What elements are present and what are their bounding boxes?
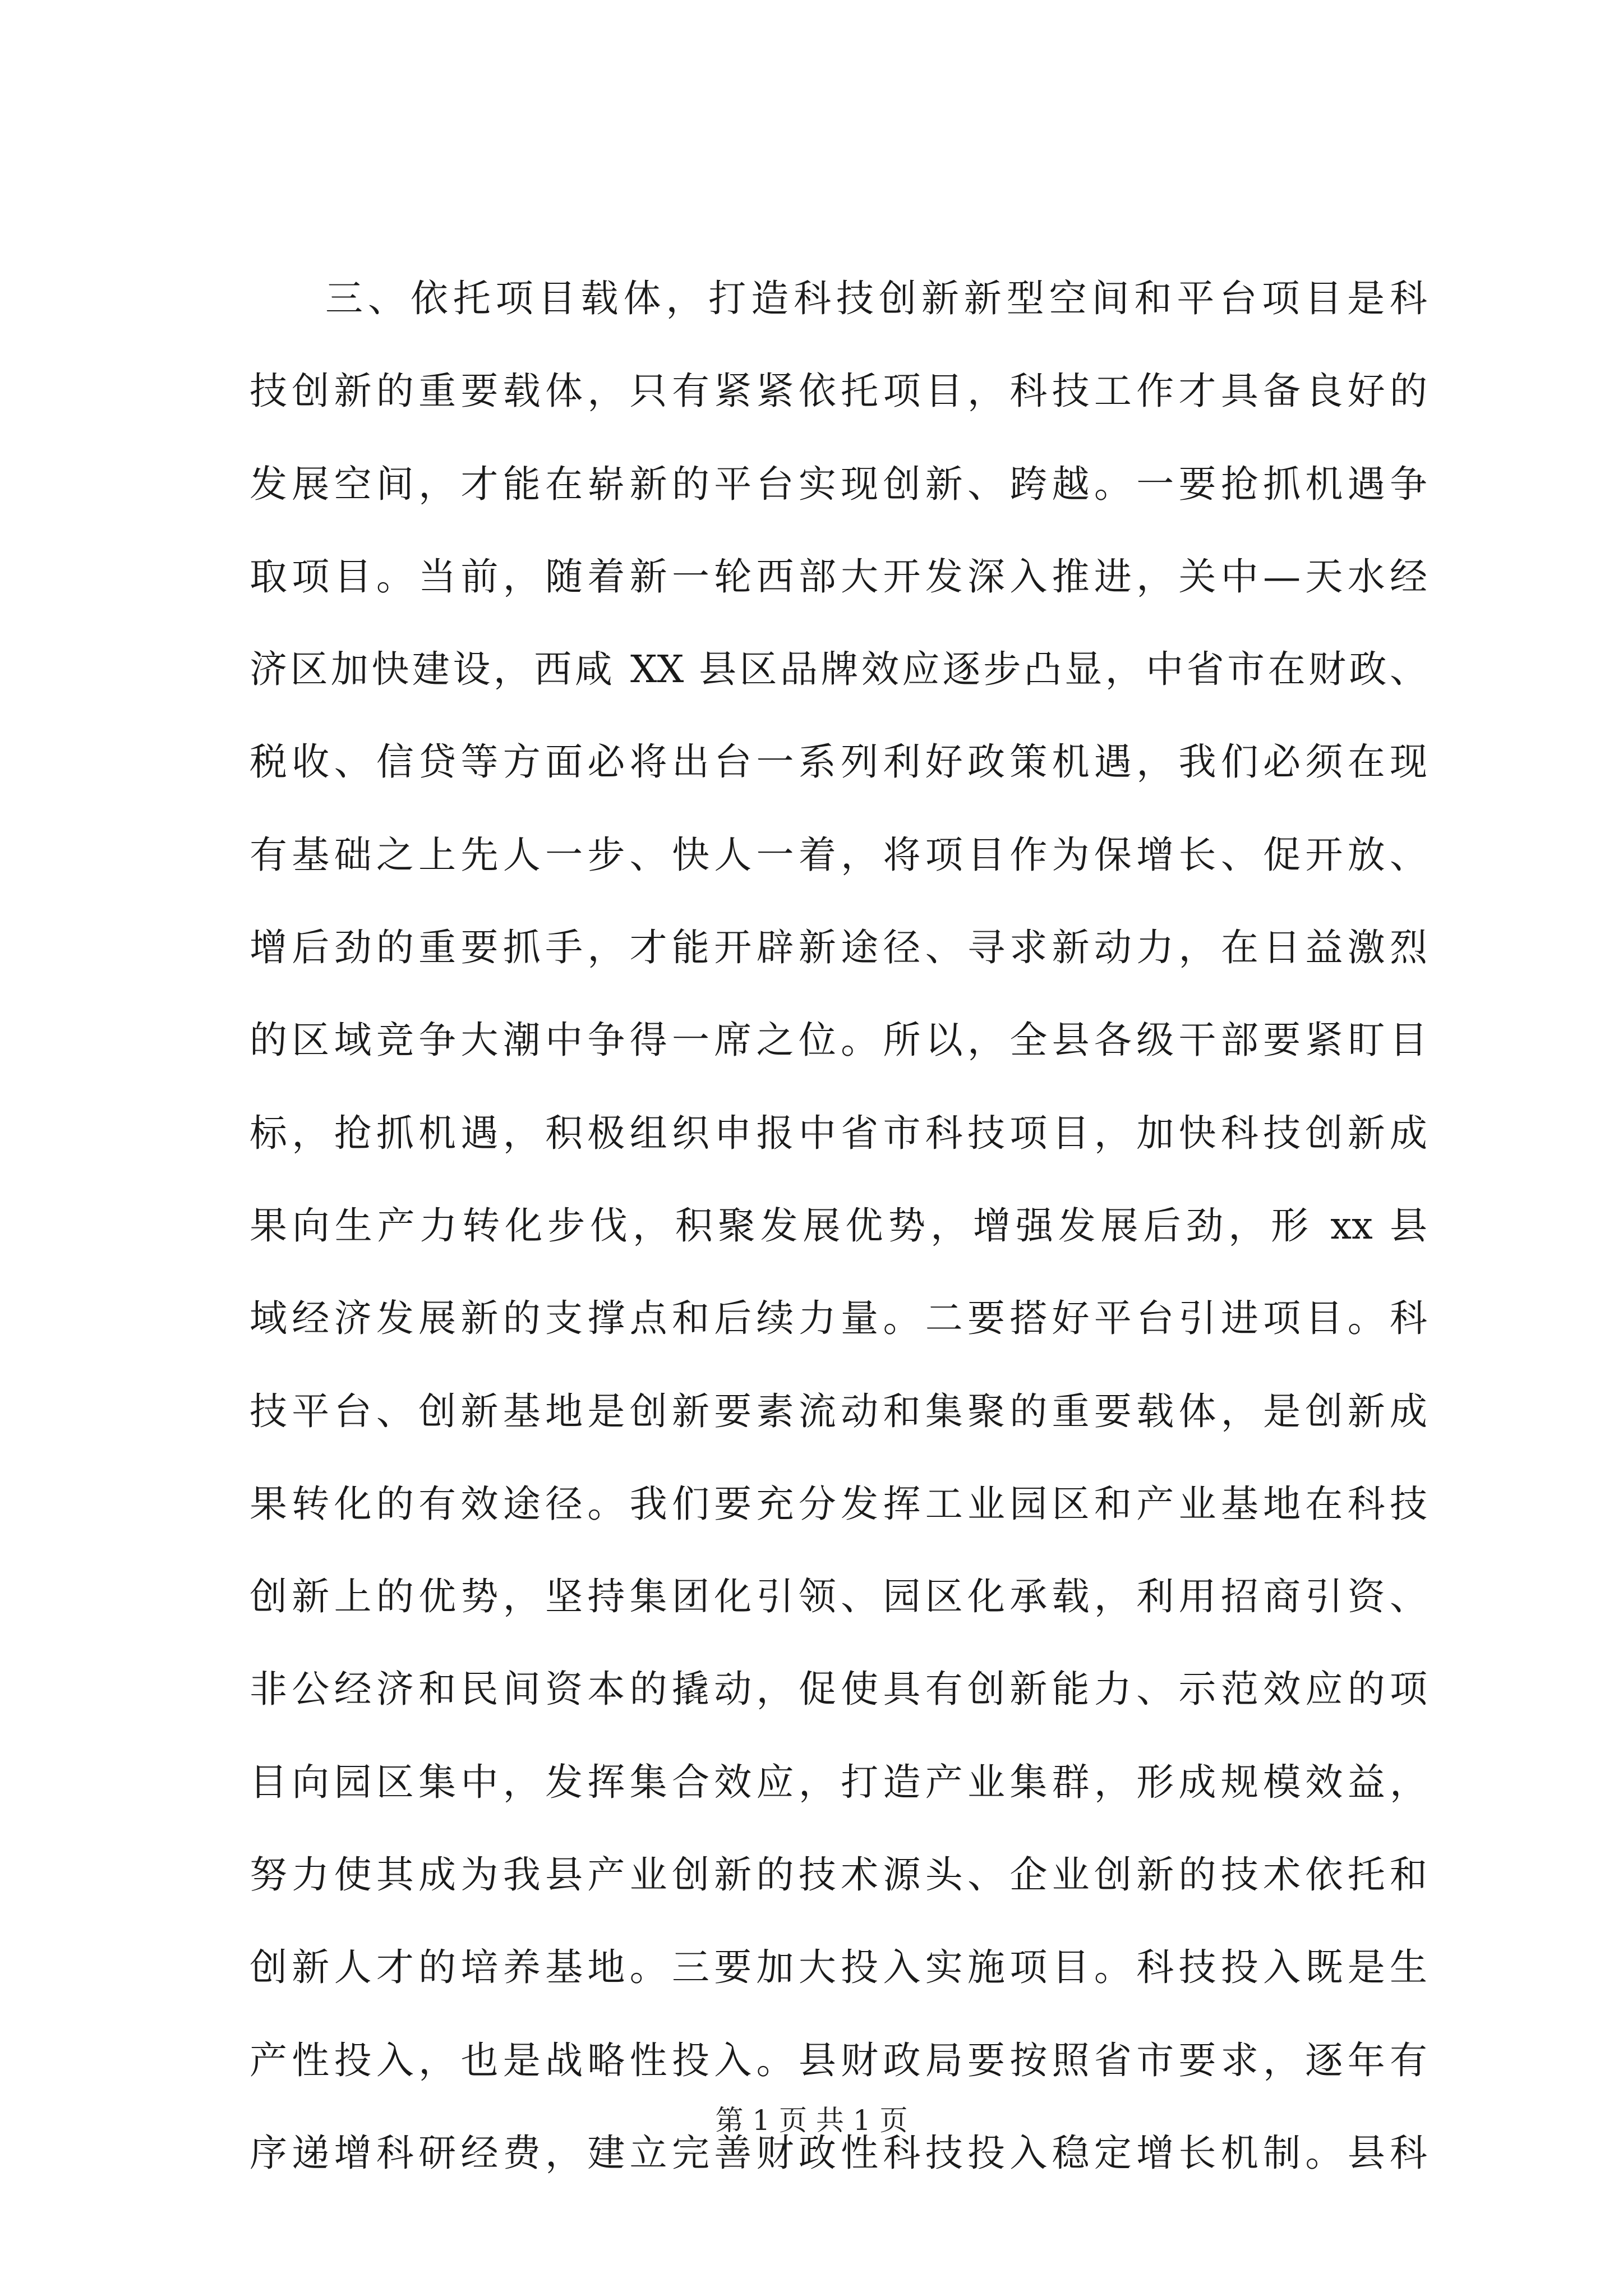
text-line: 有基础之上先人一步、快人一着，将项目作为保增长、促开放、	[250, 832, 1427, 877]
text-line: 创新人才的培养基地。三要加大投入实施项目。科技投入既是生	[250, 1945, 1427, 1990]
text-line: 三、依托项目载体，打造科技创新新型空间和平台项目是科	[325, 277, 1427, 320]
text-line: 税收、信贷等方面必将出台一系列利好政策机遇，我们必须在现	[250, 740, 1427, 784]
text-line: 技平台、创新基地是创新要素流动和集聚的重要载体，是创新成	[250, 1389, 1427, 1433]
text-line: 的区域竞争大潮中争得一席之位。所以，全县各级干部要紧盯目	[250, 1018, 1427, 1062]
text-line: 努力使其成为我县产业创新的技术源头、企业创新的技术依托和	[250, 1853, 1427, 1897]
text-line: 果向生产力转化步伐，积聚发展优势，增强发展后劲，形 xx 县	[250, 1203, 1427, 1248]
text-line: 目向园区集中，发挥集合效应，打造产业集群，形成规模效益，	[250, 1760, 1427, 1804]
text-line: 产性投入，也是战略性投入。县财政局要按照省市要求，逐年有	[250, 2038, 1427, 2082]
text-line: 济区加快建设，西咸 XX 县区品牌效应逐步凸显，中省市在财政、	[250, 647, 1427, 692]
text-line: 取项目。当前，随着新一轮西部大开发深入推进，关中—天水经	[250, 554, 1427, 599]
text-line: 创新上的优势，坚持集团化引领、园区化承载，利用招商引资、	[250, 1575, 1427, 1619]
page-number-footer: 第 1 页 共 1 页	[715, 2104, 908, 2137]
text-line: 域经济发展新的支撑点和后续力量。二要搭好平台引进项目。科	[250, 1296, 1427, 1341]
text-line: 标，抢抓机遇，积极组织申报中省市科技项目，加快科技创新成	[250, 1111, 1427, 1155]
text-line: 技创新的重要载体，只有紧紧依托项目，科技工作才具备良好的	[250, 369, 1427, 413]
text-line: 非公经济和民间资本的撬动，促使具有创新能力、示范效应的项	[250, 1667, 1427, 1711]
text-line: 果转化的有效途径。我们要充分发挥工业园区和产业基地在科技	[250, 1481, 1427, 1526]
text-line: 发展空间，才能在崭新的平台实现创新、跨越。一要抢抓机遇争	[250, 462, 1427, 506]
text-line: 序递增科研经费，建立完善财政性科技投入稳定增长机制。县科	[250, 2131, 1427, 2175]
text-line: 增后劲的重要抓手，才能开辟新途径、寻求新动力，在日益激烈	[250, 926, 1427, 970]
body-paragraph	[250, 259, 1427, 2206]
